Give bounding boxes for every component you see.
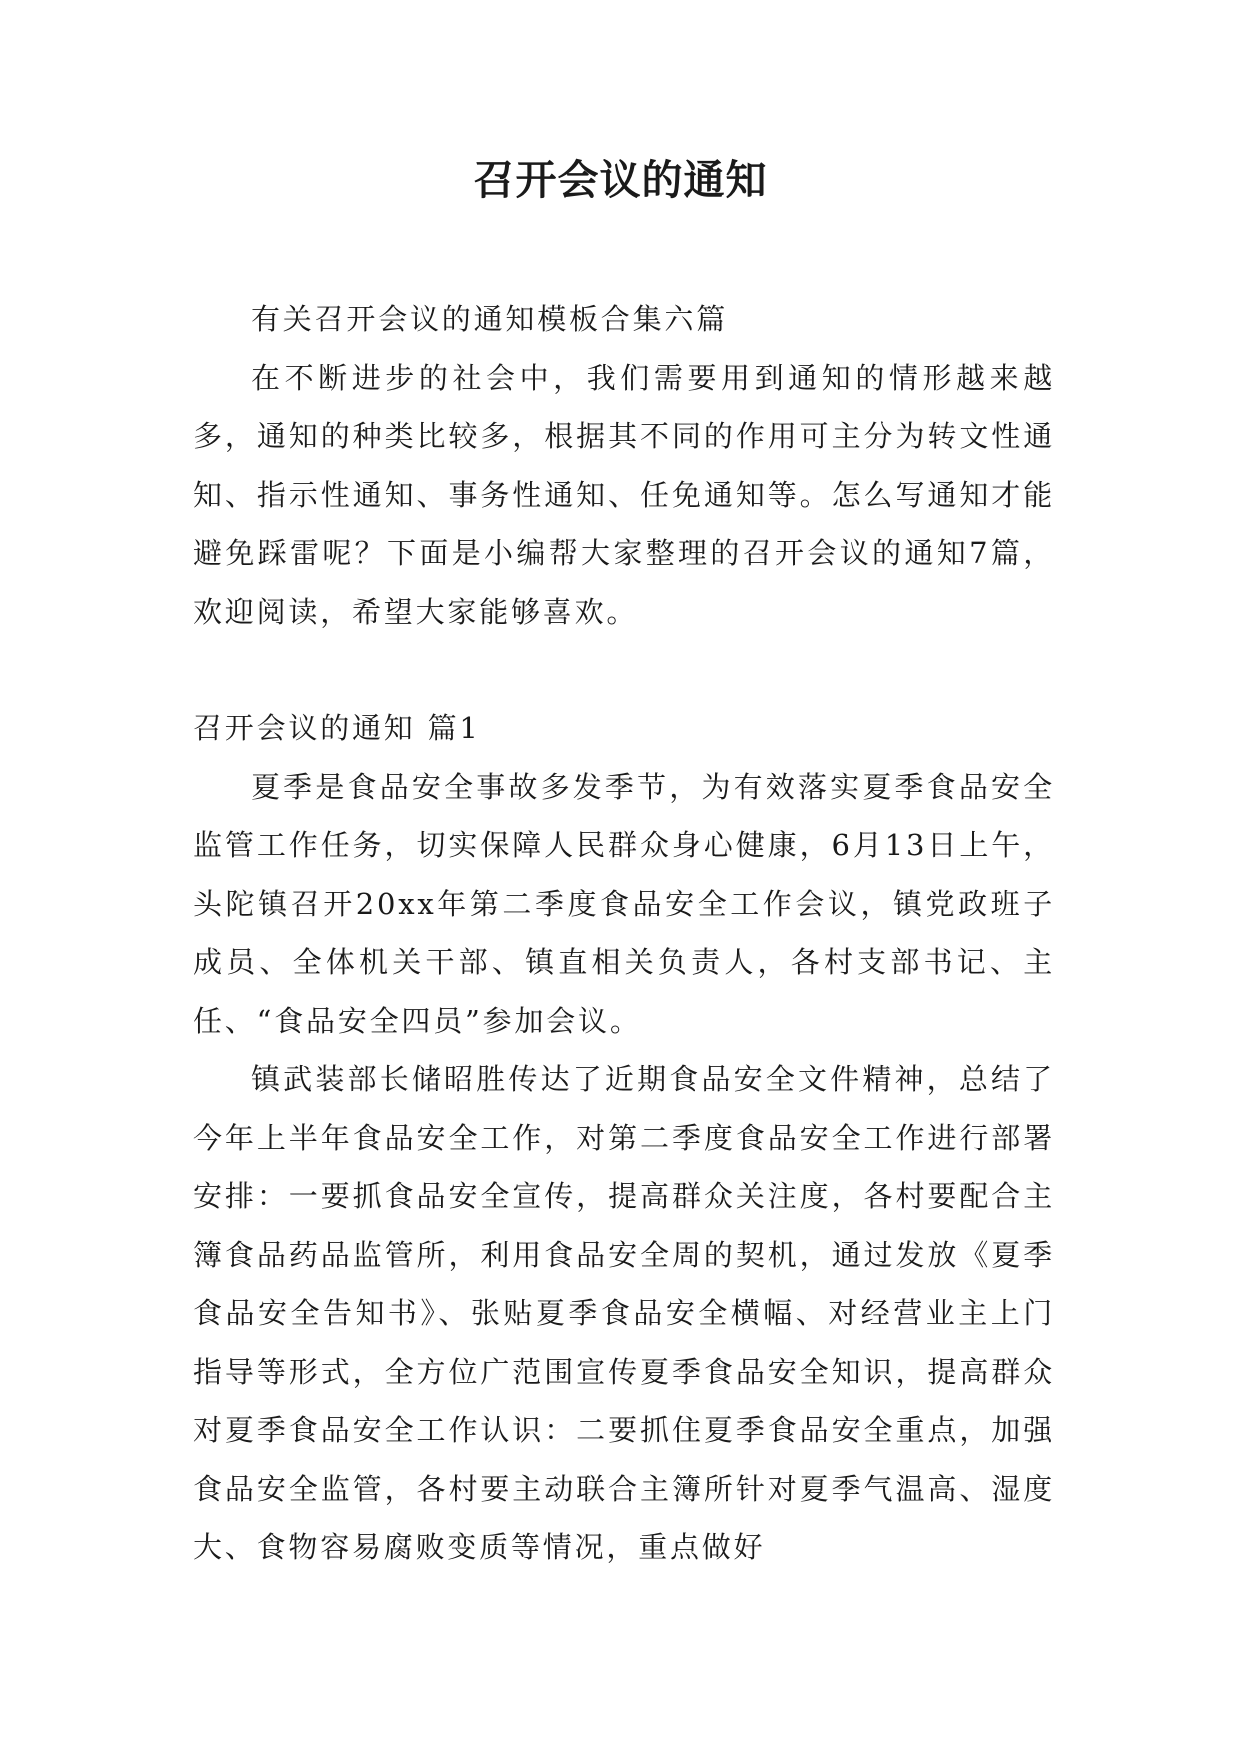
- body-paragraph: 镇武装部长储昭胜传达了近期食品安全文件精神，总结了今年上半年食品安全工作，对第二季度食品安全工作进行部署安排：一要抓食品安全宣传，提高群众关注度，各村要配合主簿食品药品监管所，利用食品安全周的契机，通过发放《夏季食品安全告知书》、张贴夏季食品安全横幅、对经营业主上门指导等形式，全方位广范围宣传夏季食品安全知识，提高群众对夏季食品安全工作认识：二要抓住夏季食品安全重点，加强食品安全监管，各村要主动联合主簿所针对夏季气温高、湿度大、食物容易腐败变质等情况，重点做好: [193, 1062, 1055, 1564]
- intro-paragraph: 在不断进步的社会中，我们需要用到通知的情形越来越多，通知的种类比较多，根据其不同的作用可主分为转文性通知、指示性通知、事务性通知、任免通知等。怎么写通知才能避免踩雷呢？下面是小编帮大家整理的召开会议的通知7篇，欢迎阅读，希望大家能够喜欢。: [193, 360, 1055, 629]
- document-body: [193, 290, 1055, 1577]
- body-paragraph: 夏季是食品安全事故多发季节，为有效落实夏季食品安全监管工作任务，切实保障人民群众身心健康，6月13日上午，头陀镇召开20xx年第二季度食品安全工作会议，镇党政班子成员、全体机关干部、镇直相关负责人，各村支部书记、主任、“食品安全四员”参加会议。: [193, 769, 1055, 1038]
- section-heading: 召开会议的通知 篇1: [193, 711, 481, 745]
- document-title: 召开会议的通知: [473, 156, 768, 204]
- document-subtitle: 有关召开会议的通知模板合集六篇: [251, 302, 729, 336]
